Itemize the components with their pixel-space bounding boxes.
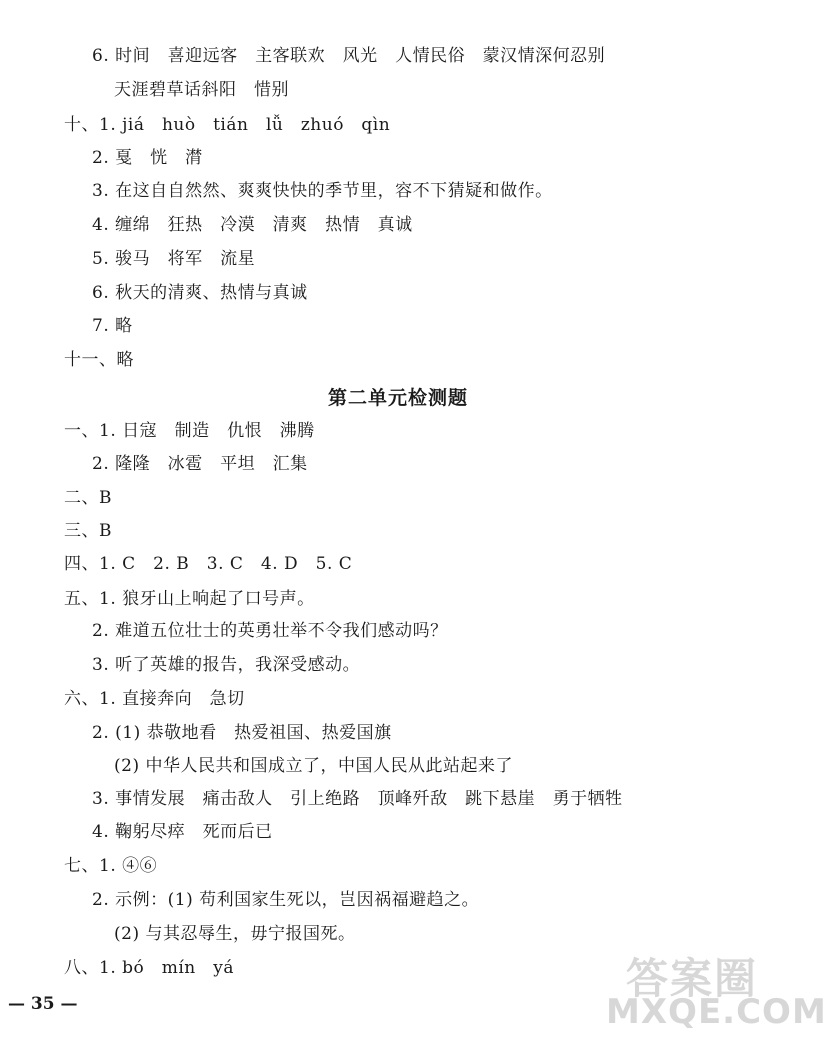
answer-line: 2. 戛 恍 潸 bbox=[92, 148, 203, 168]
answer-line: 2. 难道五位壮士的英勇壮举不令我们感动吗？ bbox=[92, 621, 448, 641]
answer-line: 2. 隆隆 冰雹 平坦 汇集 bbox=[92, 454, 308, 474]
answer-line: 六、1. 直接奔向 急切 bbox=[64, 689, 245, 709]
watermark-url: MXQE.COM bbox=[606, 992, 827, 1032]
answer-line: (2) 与其忍辱生，毋宁报国死。 bbox=[114, 924, 356, 944]
watermark-text: 答案圈 bbox=[626, 954, 759, 1003]
answer-line: 二、B bbox=[64, 488, 112, 508]
answer-line: 3. 听了英雄的报告，我深受感动。 bbox=[92, 655, 361, 675]
answer-line: 五、1. 狼牙山上响起了口号声。 bbox=[64, 589, 315, 609]
answer-line: 十一、略 bbox=[64, 350, 134, 370]
answer-line: 八、1. bó mín yá bbox=[64, 958, 234, 978]
answer-line: 2. (1) 恭敬地看 热爱祖国、热爱国旗 bbox=[92, 723, 392, 743]
answer-line: 6. 秋天的清爽、热情与真诚 bbox=[92, 283, 308, 303]
answer-line: 一、1. 日寇 制造 仇恨 沸腾 bbox=[64, 421, 315, 441]
answer-line: 3. 事情发展 痛击敌人 引上绝路 顶峰歼敌 跳下悬崖 勇于牺牲 bbox=[92, 789, 623, 809]
section-title: 第二单元检测题 bbox=[327, 387, 468, 409]
answer-line: (2) 中华人民共和国成立了，中国人民从此站起来了 bbox=[114, 756, 513, 776]
answer-line: 七、1. ④⑥ bbox=[64, 856, 158, 876]
answer-line: 7. 略 bbox=[92, 316, 133, 336]
answer-line: 三、B bbox=[64, 521, 112, 541]
answer-line: 四、1. C 2. B 3. C 4. D 5. C bbox=[64, 554, 353, 574]
watermark-logo bbox=[606, 946, 827, 1036]
answer-line: 天涯碧草话斜阳 惜别 bbox=[114, 80, 289, 100]
answer-line: 十、1. jiá huò tián lǚ zhuó qìn bbox=[64, 115, 391, 135]
answer-line: 5. 骏马 将军 流星 bbox=[92, 249, 256, 269]
page-number: — 35 — bbox=[8, 994, 78, 1014]
answer-line: 4. 鞠躬尽瘁 死而后已 bbox=[92, 822, 273, 842]
answer-line: 6. 时间 喜迎远客 主客联欢 风光 人情民俗 蒙汉情深何忍别 bbox=[92, 46, 606, 66]
answer-line: 3. 在这自自然然、爽爽快快的季节里，容不下猜疑和做作。 bbox=[92, 181, 553, 201]
answer-line: 4. 缠绵 狂热 冷漠 清爽 热情 真诚 bbox=[92, 215, 413, 235]
answer-line: 2. 示例：(1) 苟利国家生死以，岂因祸福避趋之。 bbox=[92, 890, 480, 910]
